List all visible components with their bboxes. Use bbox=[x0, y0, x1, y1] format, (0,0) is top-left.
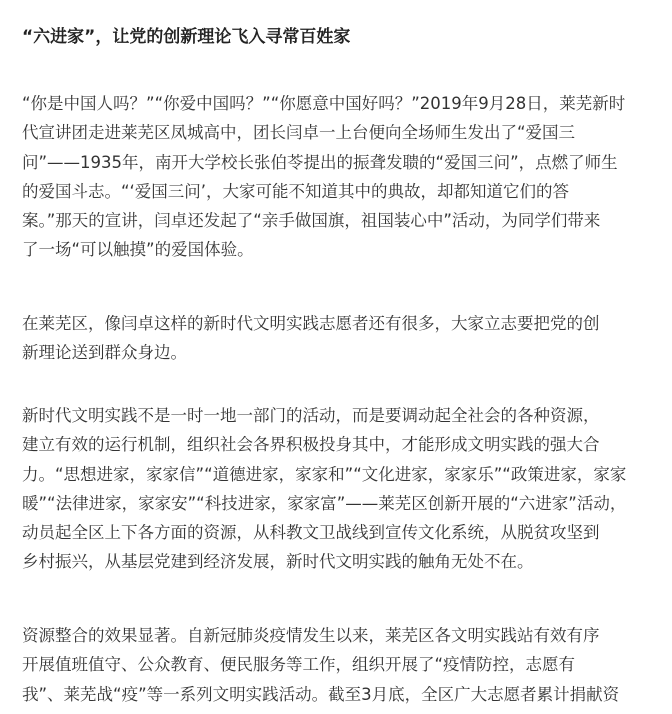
article-paragraph-2 bbox=[22, 309, 672, 368]
paragraph-line: 暖”“法律进家，家家安”“科技进家，家家富”——莱芜区创新开展的“六进家”活动， bbox=[22, 493, 627, 513]
article-paragraph-3 bbox=[22, 401, 672, 577]
article-paragraph-4 bbox=[22, 621, 672, 709]
paragraph-line: 新理论送到群众身边。 bbox=[22, 343, 187, 363]
paragraph-line: 乡村振兴，从基层党建到经济发展，新时代文明实践的触角无处不在。 bbox=[22, 552, 534, 572]
paragraph-line: 问”——1935年，南开大学校长张伯苓提出的振聋发聩的“爱国三问”，点燃了师生 bbox=[22, 152, 618, 172]
paragraph-line: 力。“思想进家，家家信”“道德进家，家家和”“文化进家，家家乐”“政策进家，家家 bbox=[22, 464, 627, 484]
paragraph-line: 了一场“可以触摸”的爱国体验。 bbox=[22, 240, 254, 260]
article-paragraph-1 bbox=[22, 89, 672, 265]
paragraph-line: 代宣讲团走进莱芜区凤城高中，团长闫卓一上台便向全场师生发出了“爱国三 bbox=[22, 123, 576, 143]
article-headline: “六进家”，让党的创新理论飞入寻常百姓家 bbox=[22, 27, 351, 47]
paragraph-line: 建立有效的运行机制，组织社会各界积极投身其中，才能形成文明实践的强大合 bbox=[22, 435, 600, 455]
paragraph-line: 资源整合的效果显著。自新冠肺炎疫情发生以来，莱芜区各文明实践站有效有序 bbox=[22, 626, 600, 645]
paragraph-line: 动员起全区上下各方面的资源，从科教文卫战线到宣传文化系统，从脱贫攻坚到 bbox=[22, 523, 600, 543]
paragraph-line: 新时代文明实践不是一时一地一部门的活动，而是要调动起全社会的各种资源， bbox=[22, 406, 600, 425]
paragraph-line: 案。”那天的宣讲，闫卓还发起了“亲手做国旗，祖国装心中”活动，为同学们带来 bbox=[22, 211, 601, 231]
paragraph-line: 开展值班值守、公众教育、便民服务等工作，组织开展了“疫情防控，志愿有 bbox=[22, 655, 576, 675]
paragraph-line: 我”、莱芜战“疫”等一系列文明实践活动。截至3月底，全区广大志愿者累计捐献资 bbox=[22, 684, 620, 704]
paragraph-line: “你是中国人吗？”“你爱中国吗？”“你愿意中国好吗？”2019年9月28日，莱芜新时 bbox=[22, 94, 626, 113]
paragraph-line: 的爱国斗志。“‘爱国三问’，大家可能不知道其中的典故，却都知道它们的答 bbox=[22, 181, 570, 201]
paragraph-line: 在莱芜区，像闫卓这样的新时代文明实践志愿者还有很多，大家立志要把党的创 bbox=[22, 314, 600, 333]
